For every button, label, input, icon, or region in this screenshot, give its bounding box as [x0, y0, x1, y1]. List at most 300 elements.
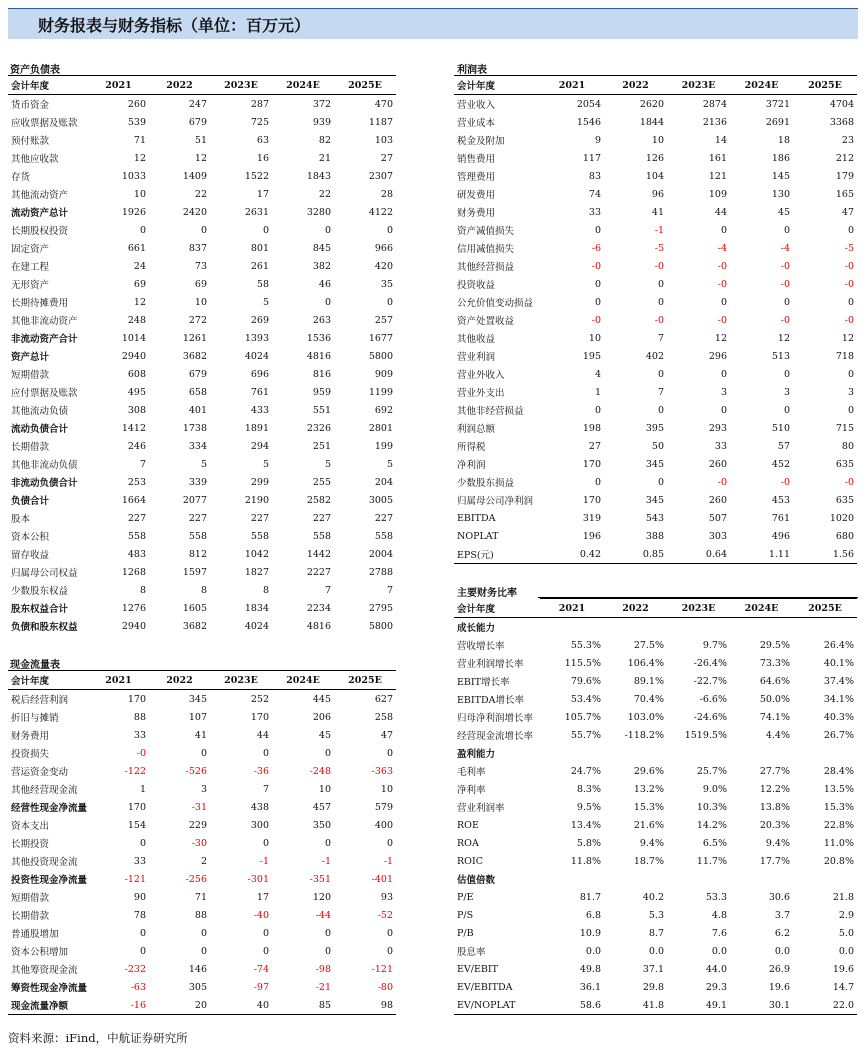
cell-value: 10.9 [579, 927, 601, 939]
table-row [8, 437, 396, 455]
cell-value: 0.0 [648, 945, 664, 957]
table-row [454, 816, 857, 834]
cell-value: 909 [374, 368, 393, 380]
table-row [8, 780, 396, 798]
cell-value: 251 [312, 440, 331, 452]
table-row [8, 527, 396, 545]
cell-value: 1.56 [793, 545, 857, 564]
cell-value: -5 [844, 242, 854, 254]
cell-value: 29.6% [633, 765, 664, 777]
cell-value: 8 [200, 584, 207, 596]
table-row [8, 906, 396, 924]
cell-value: 47 [380, 729, 393, 741]
table-row [454, 419, 857, 437]
cell-value: 14.7 [832, 981, 854, 993]
cell-value: 260 [708, 458, 727, 470]
cell-value: 29.8 [642, 981, 664, 993]
cell-value: 3682 [182, 350, 207, 362]
table-row [454, 834, 857, 852]
cell-value: 12.2% [759, 783, 790, 795]
cell-value: -256 [185, 873, 207, 885]
cell-value: 103.0% [627, 711, 664, 723]
cell-value [730, 870, 793, 888]
cell-value: 10 [318, 783, 331, 795]
cell-value: 1738 [182, 422, 207, 434]
row-label: 研发费用 [457, 190, 496, 201]
cell-value: 49.8 [579, 963, 601, 975]
cell-value: 90 [133, 891, 146, 903]
cell-value: 227 [188, 512, 207, 524]
cell-value: 33 [133, 729, 146, 741]
cell-value: 20 [149, 996, 210, 1015]
cell-value: 543 [645, 512, 664, 524]
cell-value: 21.8 [832, 891, 854, 903]
cell-value: 433 [250, 404, 269, 416]
table-row [454, 690, 857, 708]
cell-value: -36 [253, 765, 269, 777]
cell-value: 27.7% [759, 765, 790, 777]
cell-value: 6.5% [702, 837, 727, 849]
cell-value: 15.3% [633, 801, 664, 813]
cell-value: -44 [315, 909, 331, 921]
cell-value: -5 [654, 242, 664, 254]
cell-value: 7 [657, 386, 664, 398]
cell-value: 73.3% [759, 657, 790, 669]
header-year: 2025E [793, 599, 857, 618]
row-label: 归属母公司净利润 [457, 496, 534, 507]
header-year: 2024E [730, 599, 793, 618]
cell-value: 3 [847, 386, 854, 398]
cell-value: 388 [645, 530, 664, 542]
row-label: 财务费用 [11, 731, 50, 742]
cell-value: -0 [717, 278, 727, 290]
header-year: 2021 [88, 671, 149, 690]
row-label: 负债合计 [11, 496, 50, 507]
cell-value: 7 [262, 783, 269, 795]
cell-value: 1677 [368, 332, 393, 344]
cell-value: 20.3% [759, 819, 790, 831]
row-label: 少数股东损益 [457, 478, 515, 489]
cell-value: -122 [124, 765, 146, 777]
table-row [8, 870, 396, 888]
cell-value: 558 [250, 530, 269, 542]
row-label: 资本公积 [11, 532, 50, 543]
cell-value: -4 [717, 242, 727, 254]
cell-value: 334 [188, 440, 207, 452]
row-label: 短期借款 [11, 370, 50, 381]
cell-value: 6.2 [774, 927, 790, 939]
cell-value: 10 [380, 783, 393, 795]
row-label: 管理费用 [457, 172, 496, 183]
cell-value: 10 [194, 296, 207, 308]
cell-value [604, 870, 667, 888]
cell-value: -0 [780, 260, 790, 272]
cell-value: -1 [259, 855, 269, 867]
row-label: 其他流动资产 [11, 190, 69, 201]
cell-value: 2874 [702, 98, 727, 110]
cell-value: 1412 [121, 422, 146, 434]
row-label: 少数股东权益 [11, 586, 69, 597]
table-row [8, 311, 396, 329]
table-row [454, 221, 857, 239]
cell-value: 22 [194, 188, 207, 200]
cell-value: 44 [256, 729, 269, 741]
row-label: 现金流量净额 [8, 996, 88, 1015]
row-label: 存货 [11, 172, 31, 183]
table-row [454, 491, 857, 509]
cell-value: 258 [374, 711, 393, 723]
table-row [454, 275, 857, 293]
cell-value: 1827 [244, 566, 269, 578]
cell-value: 28 [380, 188, 393, 200]
cell-value: 0 [324, 224, 331, 236]
cell-value: -6 [591, 242, 601, 254]
cell-value: 5800 [368, 620, 393, 632]
cell-value [667, 618, 730, 637]
cell-value: -0 [717, 260, 727, 272]
cell-value: 345 [188, 693, 207, 705]
cell-value: 5 [386, 458, 393, 470]
cell-value: 22 [318, 188, 331, 200]
table-row [454, 780, 857, 798]
cell-value: 8 [262, 584, 269, 596]
balance-sheet-title: 资产负债表 [10, 65, 60, 76]
row-label: 固定资产 [11, 244, 50, 255]
cell-value: 16 [256, 152, 269, 164]
cell-value: 812 [188, 548, 207, 560]
cell-value: 26.7% [823, 729, 854, 741]
cell-value: -22.7% [693, 675, 727, 687]
row-label: 其他筹资现金流 [11, 965, 78, 976]
header-year: 2024E [272, 671, 334, 690]
row-label: 投资损失 [11, 749, 50, 760]
cell-value: 10 [133, 188, 146, 200]
cell-value: -232 [124, 963, 146, 975]
cell-value: 0 [139, 224, 146, 236]
row-label: 应付票据及账款 [11, 388, 78, 399]
table-row [8, 419, 396, 437]
cell-value: 0 [594, 476, 601, 488]
cell-value: 1546 [576, 116, 601, 128]
cell-value: 4816 [306, 350, 331, 362]
cell-value: 170 [250, 711, 269, 723]
cell-value: 78 [133, 909, 146, 921]
table-row [8, 473, 396, 491]
cell-value: 0 [324, 747, 331, 759]
row-label: 其他非流动负债 [11, 460, 78, 471]
cell-value: 0 [386, 927, 393, 939]
table-row [8, 185, 396, 203]
row-label: 税后经营利润 [11, 695, 69, 706]
table-row [8, 455, 396, 473]
row-label: 净利率 [457, 785, 486, 796]
row-label: 长期投资 [11, 839, 50, 850]
cell-value: 4704 [829, 98, 854, 110]
cell-value: 7 [324, 584, 331, 596]
cell-value: 0.0 [711, 945, 727, 957]
cell-value: 2420 [182, 206, 207, 218]
row-label: 留存收益 [11, 550, 50, 561]
cell-value: 2190 [244, 494, 269, 506]
cell-value: 1042 [244, 548, 269, 560]
cell-value: 1891 [244, 422, 269, 434]
cell-value: -4 [780, 242, 790, 254]
cell-value: 3.7 [774, 909, 790, 921]
row-label: P/B [457, 927, 474, 939]
cell-value: 1199 [368, 386, 393, 398]
cell-value: 34.1% [823, 693, 854, 705]
cell-value: 0 [847, 368, 854, 380]
cell-value: 4.8 [711, 909, 727, 921]
cell-value: 0 [720, 224, 727, 236]
page-title: 财务报表与财务指标（单位：百万元） [38, 16, 311, 35]
cell-value: 1187 [368, 116, 393, 128]
row-label: 营运资金变动 [11, 767, 69, 778]
table-row [454, 113, 857, 131]
cell-value: 10 [588, 332, 601, 344]
cell-value: 452 [771, 458, 790, 470]
row-label: ROIC [457, 855, 483, 867]
cell-value: -26.4% [693, 657, 727, 669]
header-row [454, 76, 857, 95]
cell-value: -248 [309, 765, 331, 777]
cell-value: 837 [188, 242, 207, 254]
cell-value: 35 [380, 278, 393, 290]
table-row [8, 599, 396, 617]
cell-value: 22.0 [793, 996, 857, 1015]
table-row [454, 383, 857, 401]
cell-value: 196 [582, 530, 601, 542]
cell-value: 3721 [765, 98, 790, 110]
cell-value: 2691 [765, 116, 790, 128]
report-banner [8, 8, 858, 39]
cell-value: 53.3 [705, 891, 727, 903]
cell-value: 120 [312, 891, 331, 903]
row-label: EBITDA增长率 [457, 695, 524, 706]
cell-value: 73 [194, 260, 207, 272]
table-row [8, 509, 396, 527]
cell-value: 7.6 [711, 927, 727, 939]
cell-value: 22.8% [823, 819, 854, 831]
cell-value: 539 [127, 116, 146, 128]
cell-value: 2004 [368, 548, 393, 560]
cell-value: 0 [262, 747, 269, 759]
cell-value: 26.4% [823, 639, 854, 651]
cell-value: 0 [847, 404, 854, 416]
cell-value: 83 [588, 170, 601, 182]
row-label: EPS(元) [454, 545, 540, 564]
cell-value: 0 [847, 296, 854, 308]
cell-value: 13.4% [570, 819, 601, 831]
row-label: 股息率 [457, 947, 486, 958]
cell-value: 658 [188, 386, 207, 398]
table-row [454, 149, 857, 167]
cell-value [667, 744, 730, 762]
cell-value: 2326 [306, 422, 331, 434]
cell-value: 88 [194, 909, 207, 921]
table-row [454, 960, 857, 978]
cell-value: 372 [312, 98, 331, 110]
table-row [454, 257, 857, 275]
cell-value: -24.6% [693, 711, 727, 723]
cell-value: 10.3% [696, 801, 727, 813]
cell-value: 395 [645, 422, 664, 434]
cell-value [667, 870, 730, 888]
cell-value: 0.42 [540, 545, 604, 564]
cell-value: -0 [844, 314, 854, 326]
income-statement-title: 利润表 [457, 65, 487, 76]
income-statement-table [454, 75, 857, 564]
table-row [454, 329, 857, 347]
cell-value: 7 [657, 332, 664, 344]
table-row [454, 347, 857, 365]
cell-value: 170 [582, 458, 601, 470]
cell-value: -74 [253, 963, 269, 975]
cell-value: 1605 [182, 602, 207, 614]
cell-value: 58 [256, 278, 269, 290]
cell-value: 959 [312, 386, 331, 398]
cell-value: 3 [200, 783, 207, 795]
cell-value: 80 [841, 440, 854, 452]
table-row [8, 617, 396, 635]
cell-value: 82 [318, 134, 331, 146]
cell-value: 14.2% [696, 819, 727, 831]
table-row [8, 816, 396, 834]
cell-value: 294 [250, 440, 269, 452]
row-label: P/S [457, 909, 474, 921]
cell-value: 10 [651, 134, 664, 146]
cell-value: 3368 [829, 116, 854, 128]
header-year: 2023E [210, 671, 272, 690]
cell-value: 0 [386, 837, 393, 849]
row-label: EBITDA [457, 512, 496, 524]
cell-value: 41.8 [604, 996, 667, 1015]
cell-value: 33 [714, 440, 727, 452]
cell-value: -1 [321, 855, 331, 867]
header-year: 2024E [272, 76, 334, 95]
cell-value: 1261 [182, 332, 207, 344]
table-row [454, 473, 857, 491]
cell-value: 0.85 [604, 545, 667, 564]
cell-value: -0 [844, 260, 854, 272]
row-label: 营业收入 [457, 100, 496, 111]
cell-value: 296 [708, 350, 727, 362]
row-label: 短期借款 [11, 893, 50, 904]
cell-value: 44 [714, 206, 727, 218]
row-label: 资本支出 [11, 821, 50, 832]
ratios-table [454, 598, 857, 1015]
cell-value: 4122 [368, 206, 393, 218]
cell-value: 263 [312, 314, 331, 326]
cell-value: 5.8% [576, 837, 601, 849]
cell-value: 457 [312, 801, 331, 813]
table-row [454, 708, 857, 726]
cell-value: 579 [374, 801, 393, 813]
row-label: 销售费用 [457, 154, 496, 165]
cell-value: 679 [188, 116, 207, 128]
cell-value: 45 [777, 206, 790, 218]
cell-value: 15.3% [823, 801, 854, 813]
cell-value: 2.9 [838, 909, 854, 921]
source-note: 资料来源：iFind，中航证券研究所 [8, 1031, 188, 1045]
header-year: 2022 [149, 671, 210, 690]
header-year-label: 会计年度 [8, 671, 88, 690]
table-row [8, 744, 396, 762]
header-year: 2022 [149, 76, 210, 95]
table-row [8, 383, 396, 401]
cell-value: 0 [139, 945, 146, 957]
cell-value: -0 [591, 314, 601, 326]
cell-value: 64.6% [759, 675, 790, 687]
table-row [454, 311, 857, 329]
row-label: 长期借款 [11, 442, 50, 453]
cell-value: 12 [194, 152, 207, 164]
cell-value: 0 [720, 404, 727, 416]
row-label: 资产处置收益 [457, 316, 515, 327]
cell-value: 21 [318, 152, 331, 164]
row-label: 营业利润率 [457, 803, 505, 814]
cell-value: 845 [312, 242, 331, 254]
cell-value: 1834 [244, 602, 269, 614]
header-year: 2025E [793, 76, 857, 95]
row-label: 长期借款 [11, 911, 50, 922]
cell-value: 161 [708, 152, 727, 164]
table-row [8, 762, 396, 780]
cell-value: 63 [256, 134, 269, 146]
row-label: 股本 [11, 514, 31, 525]
cell-value: 27 [380, 152, 393, 164]
cell-value: 0.0 [838, 945, 854, 957]
table-row [454, 744, 857, 762]
cell-value: 2136 [702, 116, 727, 128]
row-label: ROE [457, 819, 479, 831]
cell-value: 89.1% [633, 675, 664, 687]
cell-value: 8.3% [576, 783, 601, 795]
row-label: 长期待摊费用 [11, 298, 69, 309]
cell-value: 4024 [244, 350, 269, 362]
cell-value: -16 [88, 996, 149, 1015]
cell-value [793, 744, 857, 762]
cell-value: 0 [720, 296, 727, 308]
cell-value: 53.4% [570, 693, 601, 705]
row-label: 货币资金 [11, 100, 50, 111]
cell-value: 725 [250, 116, 269, 128]
table-row [8, 347, 396, 365]
cell-value: 2582 [306, 494, 331, 506]
cell-value: 510 [771, 422, 790, 434]
cell-value: 58.6 [540, 996, 604, 1015]
cell-value: 0 [594, 278, 601, 290]
cell-value: 96 [651, 188, 664, 200]
cell-value: 0 [262, 837, 269, 849]
cell-value: 115.5% [564, 657, 601, 669]
cell-value: 195 [582, 350, 601, 362]
cell-value: 29.5% [759, 639, 790, 651]
table-row [454, 654, 857, 672]
cell-value: -121 [371, 963, 393, 975]
cell-value: 495 [127, 386, 146, 398]
cell-value: 9 [594, 134, 601, 146]
table-row [8, 221, 396, 239]
table-row [8, 149, 396, 167]
row-label: 非流动资产合计 [11, 334, 78, 345]
cell-value: 29.3 [705, 981, 727, 993]
cell-value: 47 [841, 206, 854, 218]
cell-value: 18.7% [633, 855, 664, 867]
table-row [8, 996, 396, 1015]
cell-value: 4816 [306, 620, 331, 632]
table-row [454, 509, 857, 527]
